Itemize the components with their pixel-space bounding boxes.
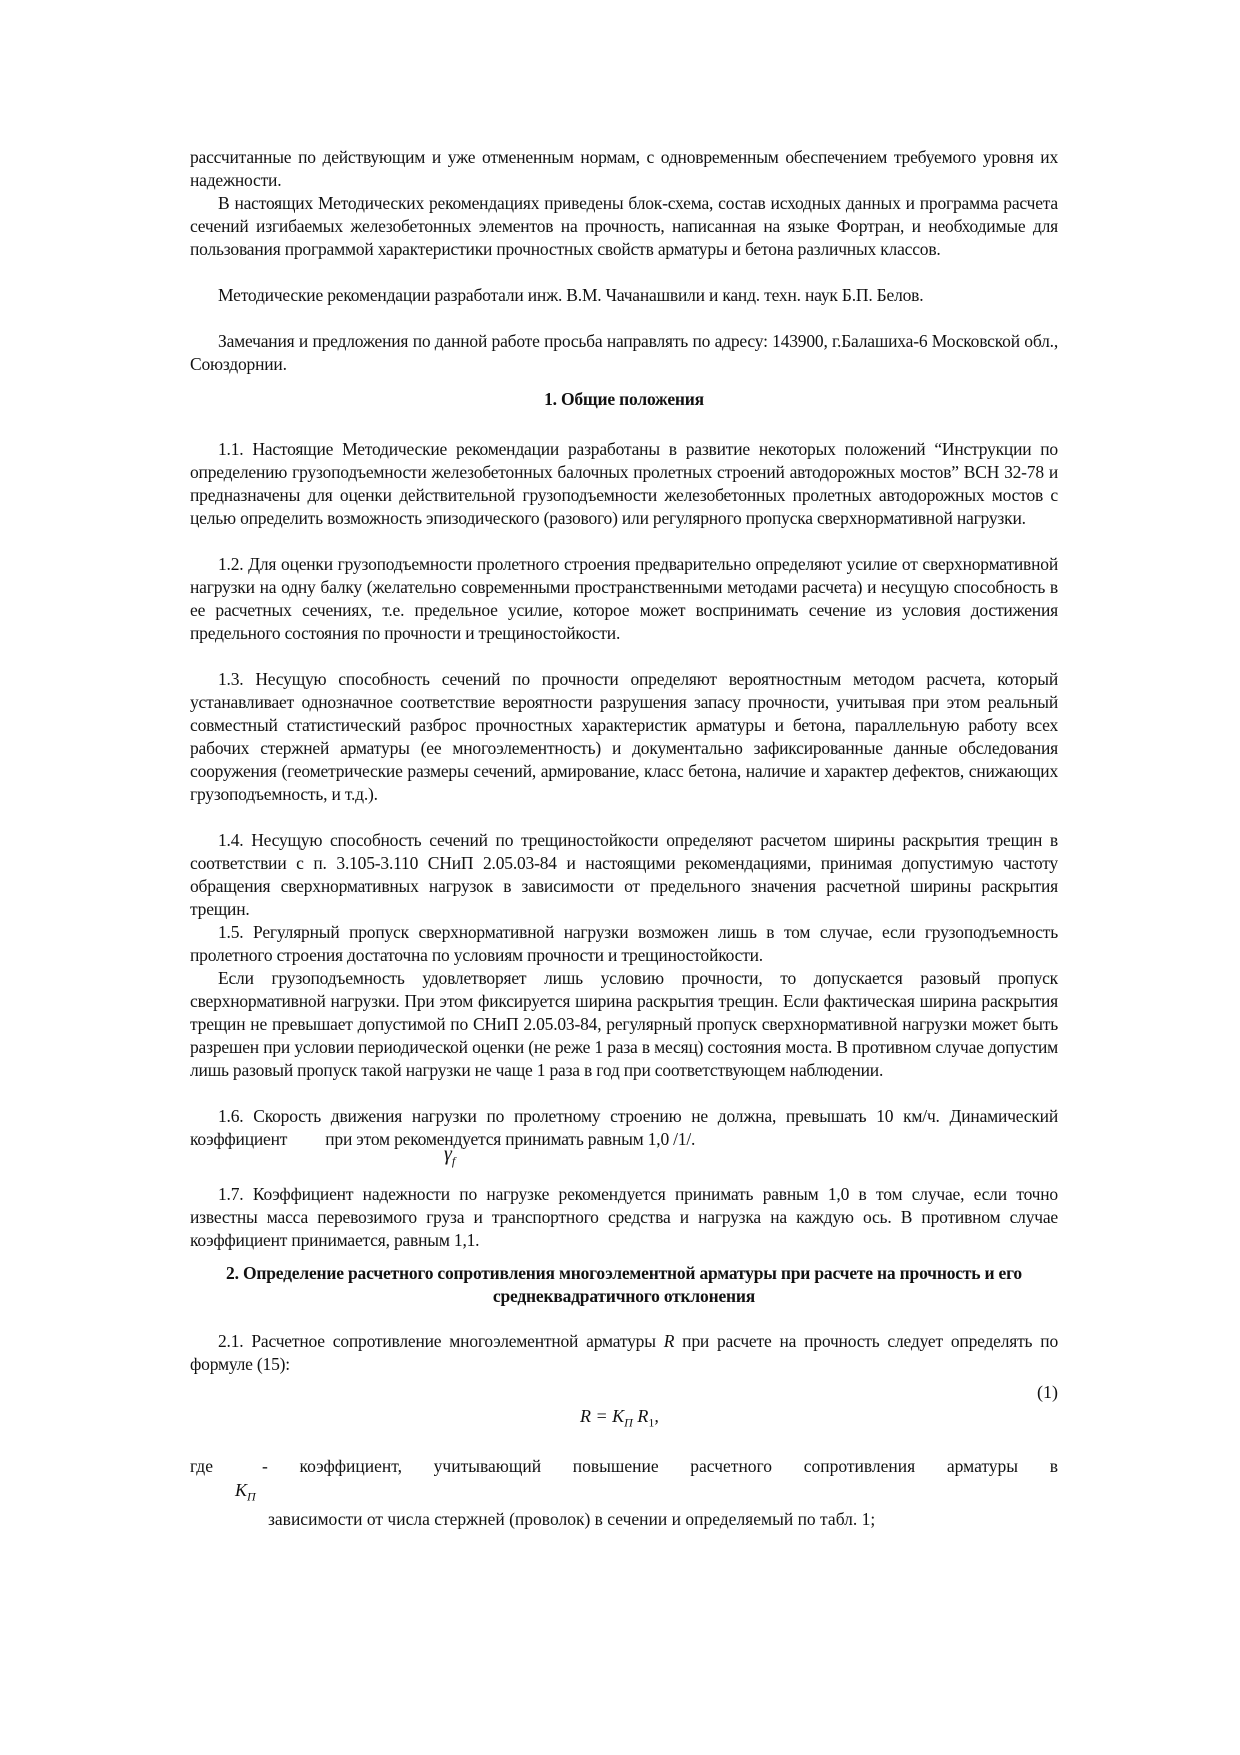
paragraph-1-1: 1.1. Настоящие Методические рекомендации разработаны в развитие некоторых положений “Инструкции по определению грузоподъемности железобетонных балочных пролетных строений автодорожных мостов” ВСН 32-78 и предназначены для оценки действительной грузоподъемности железобетонных пролетных автодорожных мостов с целью определить возможность эпизодического (разового) или регулярного пропуска сверхнормативной нагрузки.	[190, 439, 1058, 528]
paragraph-2-1: 2.1. Расчетное сопротивление многоэлементной арматуры R при расчете на прочность следует определять по формуле (15):	[190, 1331, 1058, 1374]
kp-symbol: $K_П$	[235, 1480, 256, 1504]
paragraph-1-4: 1.4. Несущую способность сечений по трещиностойкости определяют расчетом ширины раскрытия трещин в соответствии с п. 3.105-3.110 СНиП 2.05.03-84 и настоящими рекомендациями, принимая допустимую частоту обращения сверхнормативных нагрузок в зависимости от предельного значения расчетной ширины раскрытия трещин.	[190, 830, 1058, 919]
where-description-continued: зависимости от числа стержней (проволок) в сечении и определяемый по табл. 1;	[268, 1509, 876, 1529]
formula-1: $R = K_П$ $R_1$,	[580, 1406, 659, 1430]
paragraph-authors: Методические рекомендации разработали инж. В.М. Чачанашвили и канд. техн. наук Б.П. Белов.	[218, 285, 924, 305]
paragraph-address: Замечания и предложения по данной работе просьба направлять по адресу: 143900, г.Балашиха-6 Московской обл., Союздорнии.	[190, 331, 1058, 374]
where-description: - коэффициент, учитывающий повышение расчетного сопротивления арматуры в	[262, 1456, 1058, 1476]
paragraph-1-2: 1.2. Для оценки грузоподъемности пролетного строения предварительно определяют усилие от сверхнормативной нагрузки на одну балку (желательно современными пространственными методами расчета) и несущую способность в ее расчетных сечениях, т.е. предельное усилие, которое может воспринимать сечение из условия достижения предельного состояния по прочности и трещиностойкости.	[190, 554, 1058, 643]
section-1-heading: 1. Общие положения	[544, 389, 704, 409]
paragraph-1-6-end: при этом рекомендуется принимать равным 1,0 /1/.	[325, 1129, 696, 1149]
paragraph-1-5-continued: Если грузоподъемность удовлетворяет лишь условию прочности, то допускается разовый пропуск сверхнормативной нагрузки. При этом фиксируется ширина раскрытия трещин. Если фактическая ширина раскрытия трещин не превышает допустимой по СНиП 2.05.03-84, регулярный пропуск сверхнормативной нагрузки может быть разрешен при условии периодической оценки (не реже 1 раза в месяц) состояния моста. В противном случае допустим лишь разовый пропуск такой нагрузки не чаще 1 раза в год при соответствующем наблюдении.	[190, 968, 1058, 1080]
paragraph-1-6-text: 1.6. Скорость движения нагрузки по пролетному строению не должна, превышать 10 км/ч. Динамический коэффициент	[190, 1106, 1058, 1149]
gamma-f-symbol: $\gamma_f$	[444, 1143, 456, 1168]
paragraph-intro: В настоящих Методических рекомендациях приведены блок-схема, состав исходных данных и программа расчета сечений изгибаемых железобетонных элементов на прочность, написанная на языке Фортран, и необходимые для пользования программой характеристики прочностных свойств арматуры и бетона различных классов.	[190, 193, 1058, 259]
paragraph-continuation: рассчитанные по действующим и уже отмененным нормам, с одновременным обеспечением требуемого уровня их надежности.	[190, 147, 1058, 190]
equation-number: (1)	[1037, 1382, 1058, 1402]
paragraph-1-7: 1.7. Коэффициент надежности по нагрузке рекомендуется принимать равным 1,0 в том случае, если точно известны масса перевозимого груза и транспортного средства и нагрузка на каждую ось. В противном случае коэффициент принимается, равным 1,1.	[190, 1184, 1058, 1250]
paragraph-1-3: 1.3. Несущую способность сечений по прочности определяют вероятностным методом расчета, который устанавливает однозначное соответствие вероятности разрушения запасу прочности, учитывая при этом реальный совместный статистический разброс прочностных характеристик арматуры и бетона, параллельную работу всех рабочих стержней арматуры (ее многоэлементность) и документально зафиксированные данные обследования сооружения (геометрические размеры сечений, армирование, класс бетона, наличие и характер дефектов, снижающих грузоподъемность, и т.д.).	[190, 669, 1058, 804]
paragraph-1-5: 1.5. Регулярный пропуск сверхнормативной нагрузки возможен лишь в том случае, если грузоподъемность пролетного строения достаточна по условиям прочности и трещиностойкости.	[190, 922, 1058, 965]
section-2-heading: 2. Определение расчетного сопротивления многоэлементной арматуры при расчете на прочность и его среднеквадратичного отклонения	[226, 1263, 1022, 1306]
paragraph-1-6	[190, 1105, 1058, 1151]
where-label: где	[190, 1456, 213, 1476]
